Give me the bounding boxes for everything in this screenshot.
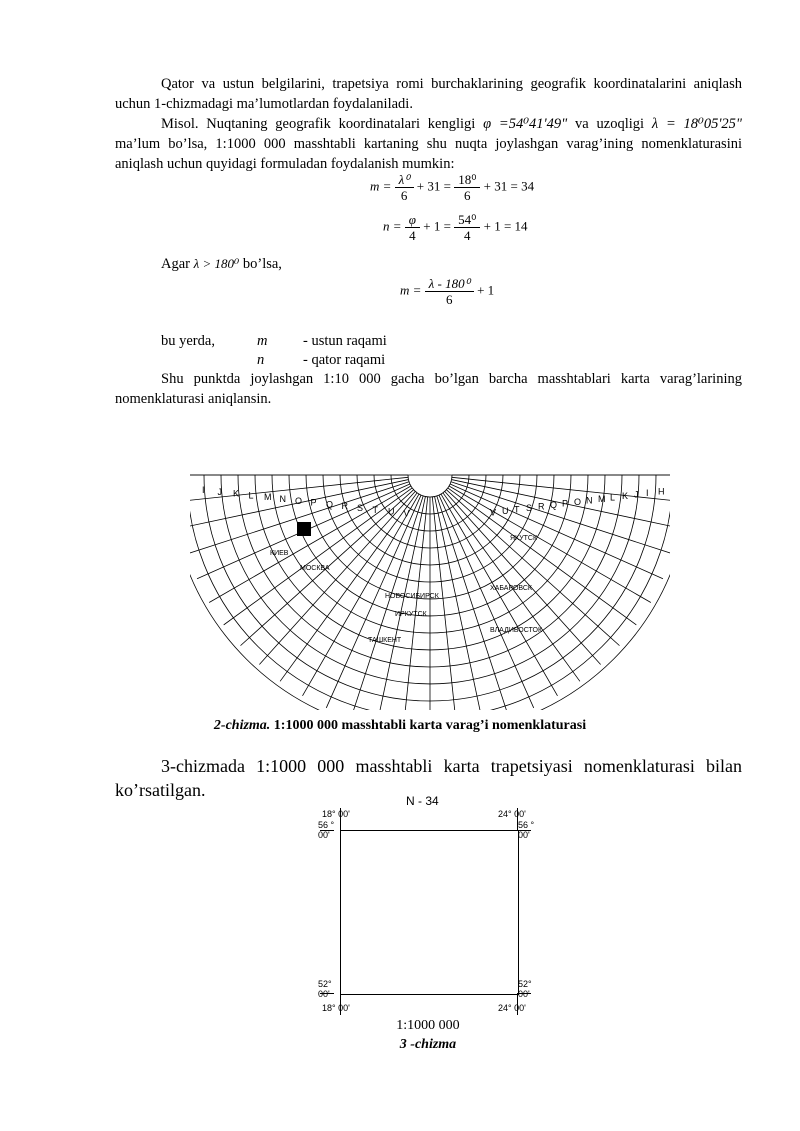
sheet-scale: 1:1000 000 [396, 1018, 460, 1033]
definition-symbol-n: n [257, 352, 265, 368]
map-meridian [224, 488, 413, 625]
map-meridian [280, 493, 417, 682]
map-row-letter: R [538, 501, 545, 512]
formula-m2-rhs: + 1 [477, 282, 495, 298]
map-row-letter: V [490, 507, 497, 518]
map-city-label: ЯКУТСК [510, 535, 538, 542]
example-text-a: Misol. Nuqtaning geografik koordinatalari kengligi [161, 116, 476, 132]
paragraph-figure3-text: 3-chizmada 1:1000 000 masshtabli karta trapetsiyasi nomenklaturasi bilan ko’rsatilgan. [115, 756, 742, 800]
formula-m-num2: 18⁰ [454, 172, 480, 188]
formula-n-num1: φ [405, 212, 420, 228]
sheet-figure [310, 790, 560, 1020]
map-parallel [408, 475, 452, 497]
map-row-letter: P [310, 497, 317, 508]
definition-lead: bu yerda, [161, 333, 215, 349]
example-text-b: va uzoqligi [575, 116, 645, 132]
map-row-letter: U [388, 506, 395, 517]
definition-n [161, 350, 385, 370]
map-row-letter: U [502, 506, 509, 516]
map-row-letter: V [403, 508, 410, 519]
formula-n-rhs: + 1 = 14 [483, 218, 528, 234]
map-row-letter: M [264, 492, 272, 503]
definition-text-m: - ustun raqami [303, 333, 387, 349]
map-row-letter: Q [550, 500, 558, 510]
map-city-label: НОВОСИБИРСК [385, 593, 439, 600]
map-row-letter: H [658, 486, 665, 497]
figure2-caption [0, 718, 800, 734]
paragraph-task [115, 369, 742, 409]
map-meridian [377, 497, 425, 710]
map-row-letter: P [562, 498, 569, 509]
formula-n-den1: 4 [409, 228, 416, 243]
map-row-letter: L [610, 492, 616, 503]
definition-m [161, 331, 387, 351]
formula-m2-num: λ - 180⁰ [425, 276, 474, 292]
map-city-label: МОСКВА [300, 565, 330, 572]
formula-column [370, 172, 534, 203]
map-city-label: КИЕВ [270, 550, 289, 557]
condition-line [161, 254, 282, 274]
nomenclature-map [190, 420, 670, 710]
map-row-letter: K [622, 491, 629, 501]
formula-m-num1: λ⁰ [395, 172, 414, 188]
map-city-label: ТАШКЕНТ [368, 637, 402, 644]
paragraph-task-text: Shu punktda joylashgan 1:10 000 gacha bo’lgan barcha masshtablari karta varag’larining nomenklaturasi aniqlansin. [115, 371, 742, 407]
map-row-letter: T [372, 504, 378, 515]
map-row-letter: J [634, 489, 639, 500]
map-city-label: ИРКУТСК [395, 611, 427, 618]
map-row-letter: J [217, 486, 222, 497]
map-meridian [446, 490, 619, 646]
formula-n-num2: 54⁰ [454, 212, 480, 228]
map-highlight-sheet [297, 522, 311, 536]
map-row-letter: I [202, 485, 205, 495]
sheet-bottom-right-latitude: 52° 00' [518, 979, 532, 999]
sheet-top-left-latitude: 56 ° 00' [318, 820, 335, 840]
formula-n-mid: + 1 = [423, 218, 451, 234]
paragraph-example [115, 114, 742, 174]
map-meridian [190, 482, 409, 554]
definition-symbol-m: m [257, 333, 268, 349]
formula-m-den2: 6 [464, 188, 471, 203]
map-meridian [445, 491, 601, 664]
formula-n-den2: 4 [464, 228, 471, 243]
map-row-letter: S [357, 503, 364, 513]
longitude-value: λ = 18⁰05'25" [651, 116, 743, 132]
map-row-letter: T [514, 504, 520, 515]
example-text-c: ma’lum bo’lsa, 1:1000 000 masshtabli kartaning shu nuqta joylashgan varag’ining nomenklaturasini aniqlash uchun quyidagi formuladan foydalanish mumkin: [115, 136, 742, 172]
map-row-letter: S [526, 503, 533, 513]
formula-m-lhs: m = [370, 178, 392, 194]
figure2-caption-label: 2-chizma. [213, 718, 271, 733]
map-city-label: ВЛАДИВОСТОК [490, 627, 543, 634]
formula-n-lhs: n = [383, 218, 402, 234]
map-meridian [435, 497, 483, 710]
figure3-caption: 3 -chizma [399, 1037, 457, 1052]
map-row-letter: M [598, 494, 606, 504]
map-row-letter: R [341, 501, 348, 512]
condition-expression: λ > 180⁰ [193, 256, 240, 271]
map-row-letter: I [646, 488, 649, 498]
latitude-value: φ =54⁰41'49" [483, 116, 568, 132]
figure2-caption-text: 1:1000 000 masshtabli karta varag’i nomenklaturasi [270, 718, 587, 733]
formula-row [383, 212, 528, 243]
map-row-letter: Q [326, 499, 334, 510]
sheet-bottom-left-longitude: 18° 00' [322, 1003, 350, 1013]
paragraph-intro-text: Qator va ustun belgilarini, trapetsiya romi burchaklarining geografik koordinatalarini aniqlash uchun 1-chizmadagi ma’lumotlardan foydalaniladi. [115, 76, 742, 112]
formula-m-rhs: + 31 = 34 [483, 178, 535, 194]
definition-text-n: - qator raqami [303, 352, 386, 368]
formula-m-mid: + 31 = [416, 178, 451, 194]
formula-column-east [400, 276, 494, 307]
formula-m2-den: 6 [446, 292, 453, 307]
map-row-letter: N [279, 494, 286, 504]
sheet-bottom-left-latitude: 52° 00' [318, 979, 332, 999]
map-row-letter: O [574, 497, 582, 507]
sheet-top-right-latitude: 56 ° 00' [518, 820, 535, 840]
sheet-bottom-right-longitude: 24° 00' [498, 1003, 526, 1013]
formula-m-den1: 6 [400, 188, 408, 203]
sheet-nomenclature: N - 34 [406, 794, 439, 808]
paragraph-intro [115, 74, 742, 114]
map-row-letter: O [295, 495, 303, 506]
sheet-top-right-longitude: 24° 00' [498, 809, 526, 819]
condition-tail: bo’lsa, [242, 256, 282, 272]
map-row-letter: N [586, 495, 593, 506]
sheet-top-left-longitude: 18° 00' [322, 809, 350, 819]
sheet-frame [340, 830, 519, 995]
map-row-letter: K [233, 488, 240, 499]
formula-m2-lhs: m = [400, 282, 422, 298]
map-city-label: ХАБАРОВСК [490, 585, 532, 592]
map-row-letter: L [248, 490, 254, 501]
condition-agar: Agar [161, 256, 190, 272]
